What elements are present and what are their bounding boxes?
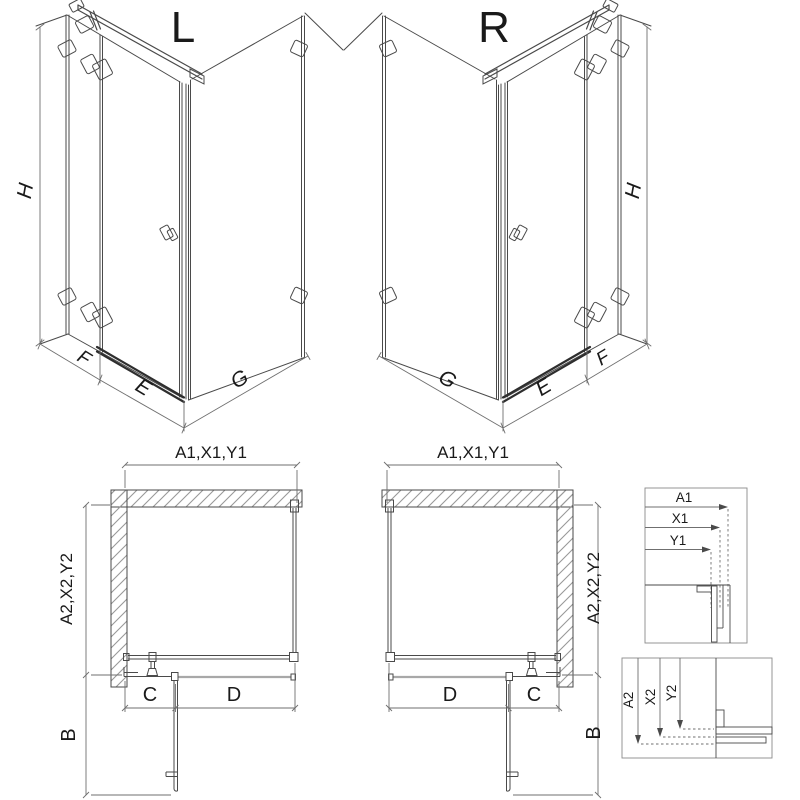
- detail-label-a1: A1: [675, 490, 693, 505]
- label-door-projection-right: B: [583, 726, 605, 740]
- label-width-codes-left: A1,X1,Y1: [175, 443, 247, 462]
- label-side-panel-left: G: [226, 365, 253, 394]
- label-hinge-offset-left: C: [142, 684, 158, 706]
- detail-box-depth-adjustment: [622, 658, 772, 758]
- variant-label-right: R: [478, 3, 510, 52]
- label-side-panel-right: G: [434, 365, 461, 394]
- detail-label-y1: Y1: [669, 533, 687, 548]
- label-depth-codes-left: A2,X2,Y2: [57, 553, 76, 625]
- plan-view-left: [83, 462, 302, 798]
- label-fixed-panel-right: F: [592, 346, 614, 371]
- arrow-x1-icon: [711, 525, 720, 531]
- label-door-right: E: [531, 373, 556, 401]
- label-fixed-panel-left: F: [73, 346, 95, 371]
- wall-top-right-plan: [382, 490, 573, 507]
- wall-side-right-plan: [557, 490, 573, 687]
- detail-box-width-adjustment: [645, 488, 747, 643]
- detail-label-y2: Y2: [664, 684, 679, 702]
- label-depth-codes-right: A2,X2,Y2: [584, 552, 603, 624]
- arrow-x2-icon: [657, 728, 663, 737]
- label-door-projection-left: B: [58, 728, 80, 742]
- detail-label-a2: A2: [621, 691, 636, 709]
- plan-view-right: [382, 462, 601, 798]
- variant-label-left: L: [170, 3, 196, 52]
- label-opening-left: D: [226, 684, 242, 706]
- detail-label-x1: X1: [671, 511, 689, 526]
- arrow-a1-icon: [719, 504, 728, 510]
- label-height-left: H: [12, 181, 39, 201]
- arrow-y1-icon: [702, 547, 711, 553]
- wall-side-left-plan: [111, 490, 127, 687]
- wall-top-left-plan: [111, 490, 302, 507]
- label-height-right: H: [620, 181, 647, 201]
- detail-label-x2: X2: [643, 688, 658, 706]
- label-width-codes-right: A1,X1,Y1: [437, 443, 509, 462]
- arrow-a2-icon: [635, 735, 641, 744]
- label-door-left: E: [131, 373, 156, 401]
- detail-box-width-frame: [645, 488, 747, 643]
- label-hinge-offset-right: C: [526, 684, 542, 706]
- label-opening-right: D: [442, 684, 458, 706]
- arrow-y2-icon: [677, 720, 683, 729]
